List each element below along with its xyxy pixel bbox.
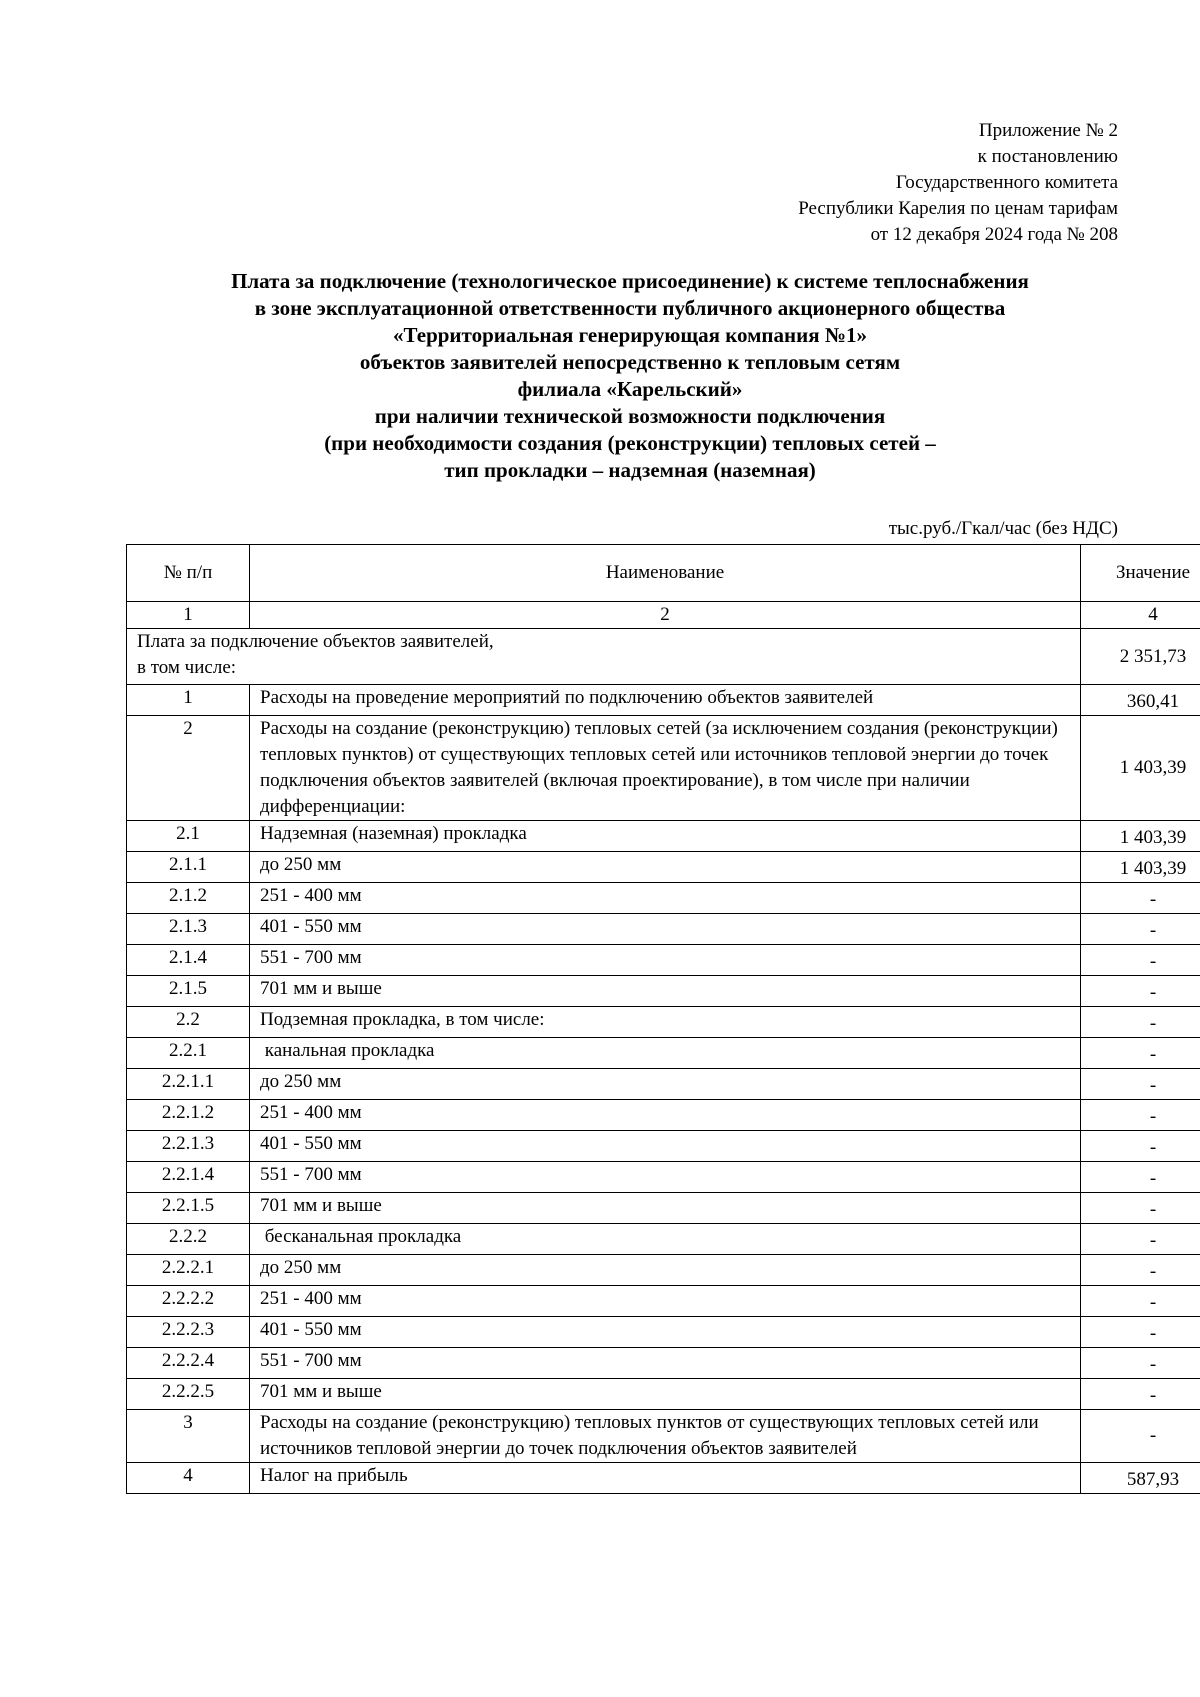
table-row <box>127 1131 1200 1162</box>
document-title <box>150 268 1110 484</box>
row-number-cell: 2.1 <box>127 821 250 852</box>
column-number-cell: 4 <box>1081 602 1200 629</box>
header-cell-number: № п/п <box>127 545 250 602</box>
title-line: объектов заявителей непосредственно к тепловым сетям <box>359 350 901 374</box>
row-number-cell: 2.1.3 <box>127 914 250 945</box>
row-name-cell: Налог на прибыль <box>250 1463 1081 1494</box>
row-name-cell: 401 - 550 мм <box>250 1317 1081 1348</box>
row-number-cell: 2.2 <box>127 1007 250 1038</box>
row-name-cell: 701 мм и выше <box>250 1379 1081 1410</box>
row-name-cell: 701 мм и выше <box>250 976 1081 1007</box>
row-number-cell: 2.2.1.4 <box>127 1162 250 1193</box>
row-value-cell: - <box>1081 945 1200 976</box>
row-name-cell: 251 - 400 мм <box>250 1286 1081 1317</box>
title-line: (при необходимости создания (реконструкции) тепловых сетей – <box>324 431 936 455</box>
appendix-line: к постановлению <box>977 146 1118 167</box>
table-header-row <box>127 545 1200 602</box>
row-value-cell: - <box>1081 1410 1200 1463</box>
title-line: филиала «Карельский» <box>517 377 743 401</box>
header-cell-value: Значение <box>1081 545 1200 602</box>
table-row <box>127 1379 1200 1410</box>
row-value-cell: 1 403,39 <box>1081 716 1200 821</box>
row-value-cell: - <box>1081 1038 1200 1069</box>
row-value-cell: - <box>1081 914 1200 945</box>
row-value-cell: 1 403,39 <box>1081 852 1200 883</box>
row-name-cell: 551 - 700 мм <box>250 945 1081 976</box>
row-value-cell: 587,93 <box>1081 1463 1200 1494</box>
row-name-cell: 401 - 550 мм <box>250 1131 1081 1162</box>
table-row <box>127 1162 1200 1193</box>
row-value-cell: - <box>1081 1131 1200 1162</box>
table-row <box>127 1410 1200 1463</box>
table-row <box>127 1463 1200 1494</box>
row-number-cell: 2.2.2.4 <box>127 1348 250 1379</box>
row-number-cell: 1 <box>127 685 250 716</box>
table-row <box>127 883 1200 914</box>
appendix-header <box>798 118 1118 248</box>
row-number-cell: 2.2.2.2 <box>127 1286 250 1317</box>
row-number-cell: 2.2.2 <box>127 1224 250 1255</box>
table-row <box>127 1317 1200 1348</box>
table-row <box>127 1286 1200 1317</box>
row-value-cell: - <box>1081 1100 1200 1131</box>
row-name-cell: 551 - 700 мм <box>250 1162 1081 1193</box>
row-value-cell: - <box>1081 1286 1200 1317</box>
table-row <box>127 716 1200 821</box>
row-name-cell: до 250 мм <box>250 1069 1081 1100</box>
units-label: тыс.руб./Гкал/час (без НДС) <box>888 518 1118 539</box>
table-row <box>127 945 1200 976</box>
row-number-cell: 2.2.1 <box>127 1038 250 1069</box>
title-line: «Территориальная генерирующая компания №1» <box>393 323 867 347</box>
row-name-cell: канальная прокладка <box>250 1038 1081 1069</box>
row-name-cell: 551 - 700 мм <box>250 1348 1081 1379</box>
row-value-cell: - <box>1081 1317 1200 1348</box>
row-name-cell: Надземная (наземная) прокладка <box>250 821 1081 852</box>
table-row <box>127 1255 1200 1286</box>
row-number-cell: 2.2.1.3 <box>127 1131 250 1162</box>
appendix-line: Государственного комитета <box>895 172 1118 193</box>
row-name-cell: до 250 мм <box>250 1255 1081 1286</box>
table-row <box>127 1038 1200 1069</box>
column-number-cell: 2 <box>250 602 1081 629</box>
row-number-cell: 2.2.1.2 <box>127 1100 250 1131</box>
row-number-cell: 2.1.1 <box>127 852 250 883</box>
table-row <box>127 1100 1200 1131</box>
row-number-cell: 2.1.2 <box>127 883 250 914</box>
row-value-cell: - <box>1081 1193 1200 1224</box>
row-value-cell: - <box>1081 883 1200 914</box>
row-number-cell: 2.1.5 <box>127 976 250 1007</box>
row-number-cell: 2.1.4 <box>127 945 250 976</box>
title-line: при наличии технической возможности подключения <box>374 404 886 428</box>
appendix-line: Приложение № 2 <box>978 120 1118 141</box>
row-value-cell: - <box>1081 976 1200 1007</box>
total-name-cell: Плата за подключение объектов заявителей, в том числе: <box>127 629 1081 685</box>
row-number-cell: 2.2.1.5 <box>127 1193 250 1224</box>
row-name-cell: 251 - 400 мм <box>250 883 1081 914</box>
column-number-row <box>127 602 1200 629</box>
column-number-cell: 1 <box>127 602 250 629</box>
row-name-cell: Подземная прокладка, в том числе: <box>250 1007 1081 1038</box>
total-value-cell: 2 351,73 <box>1081 629 1200 685</box>
row-value-cell: - <box>1081 1069 1200 1100</box>
row-number-cell: 2.2.2.1 <box>127 1255 250 1286</box>
table-row <box>127 1007 1200 1038</box>
table-row <box>127 1193 1200 1224</box>
row-number-cell: 2 <box>127 716 250 821</box>
row-value-cell: - <box>1081 1224 1200 1255</box>
row-number-cell: 2.2.2.5 <box>127 1379 250 1410</box>
title-line: в зоне эксплуатационной ответственности публичного акционерного общества <box>254 296 1006 320</box>
row-number-cell: 2.2.2.3 <box>127 1317 250 1348</box>
row-value-cell: - <box>1081 1255 1200 1286</box>
row-name-cell: бесканальная прокладка <box>250 1224 1081 1255</box>
total-row <box>127 629 1200 685</box>
appendix-line: Республики Карелия по ценам тарифам <box>798 198 1118 219</box>
table-row <box>127 914 1200 945</box>
row-name-cell: 701 мм и выше <box>250 1193 1081 1224</box>
row-name-cell: Расходы на создание (реконструкцию) тепловых пунктов от существующих тепловых сетей или источников тепловой энергии до точек подключения объектов заявителей <box>250 1410 1081 1463</box>
table-row <box>127 1224 1200 1255</box>
row-number-cell: 3 <box>127 1410 250 1463</box>
row-name-cell: до 250 мм <box>250 852 1081 883</box>
row-value-cell: - <box>1081 1379 1200 1410</box>
tariff-table <box>126 544 1200 1494</box>
row-value-cell: - <box>1081 1348 1200 1379</box>
header-cell-name: Наименование <box>250 545 1081 602</box>
row-number-cell: 2.2.1.1 <box>127 1069 250 1100</box>
appendix-line: от 12 декабря 2024 года № 208 <box>870 224 1118 245</box>
title-line: тип прокладки – надземная (наземная) <box>444 458 816 482</box>
row-name-cell: 401 - 550 мм <box>250 914 1081 945</box>
row-value-cell: - <box>1081 1162 1200 1193</box>
row-name-cell: Расходы на создание (реконструкцию) тепловых сетей (за исключением создания (реконструкции) тепловых пунктов) от существующих тепловых сетей или источников тепловой энергии до точек подключения объектов заявителей (включая проектирование), в том числе при наличии дифференциации: <box>250 716 1081 821</box>
row-name-cell: Расходы на проведение мероприятий по подключению объектов заявителей <box>250 685 1081 716</box>
row-name-cell: 251 - 400 мм <box>250 1100 1081 1131</box>
table-row <box>127 685 1200 716</box>
table-row <box>127 1348 1200 1379</box>
row-value-cell: 360,41 <box>1081 685 1200 716</box>
row-number-cell: 4 <box>127 1463 250 1494</box>
table-row <box>127 976 1200 1007</box>
title-line: Плата за подключение (технологическое присоединение) к системе теплоснабжения <box>231 269 1029 293</box>
table-row <box>127 821 1200 852</box>
table-row <box>127 852 1200 883</box>
row-value-cell: 1 403,39 <box>1081 821 1200 852</box>
table-row <box>127 1069 1200 1100</box>
row-value-cell: - <box>1081 1007 1200 1038</box>
